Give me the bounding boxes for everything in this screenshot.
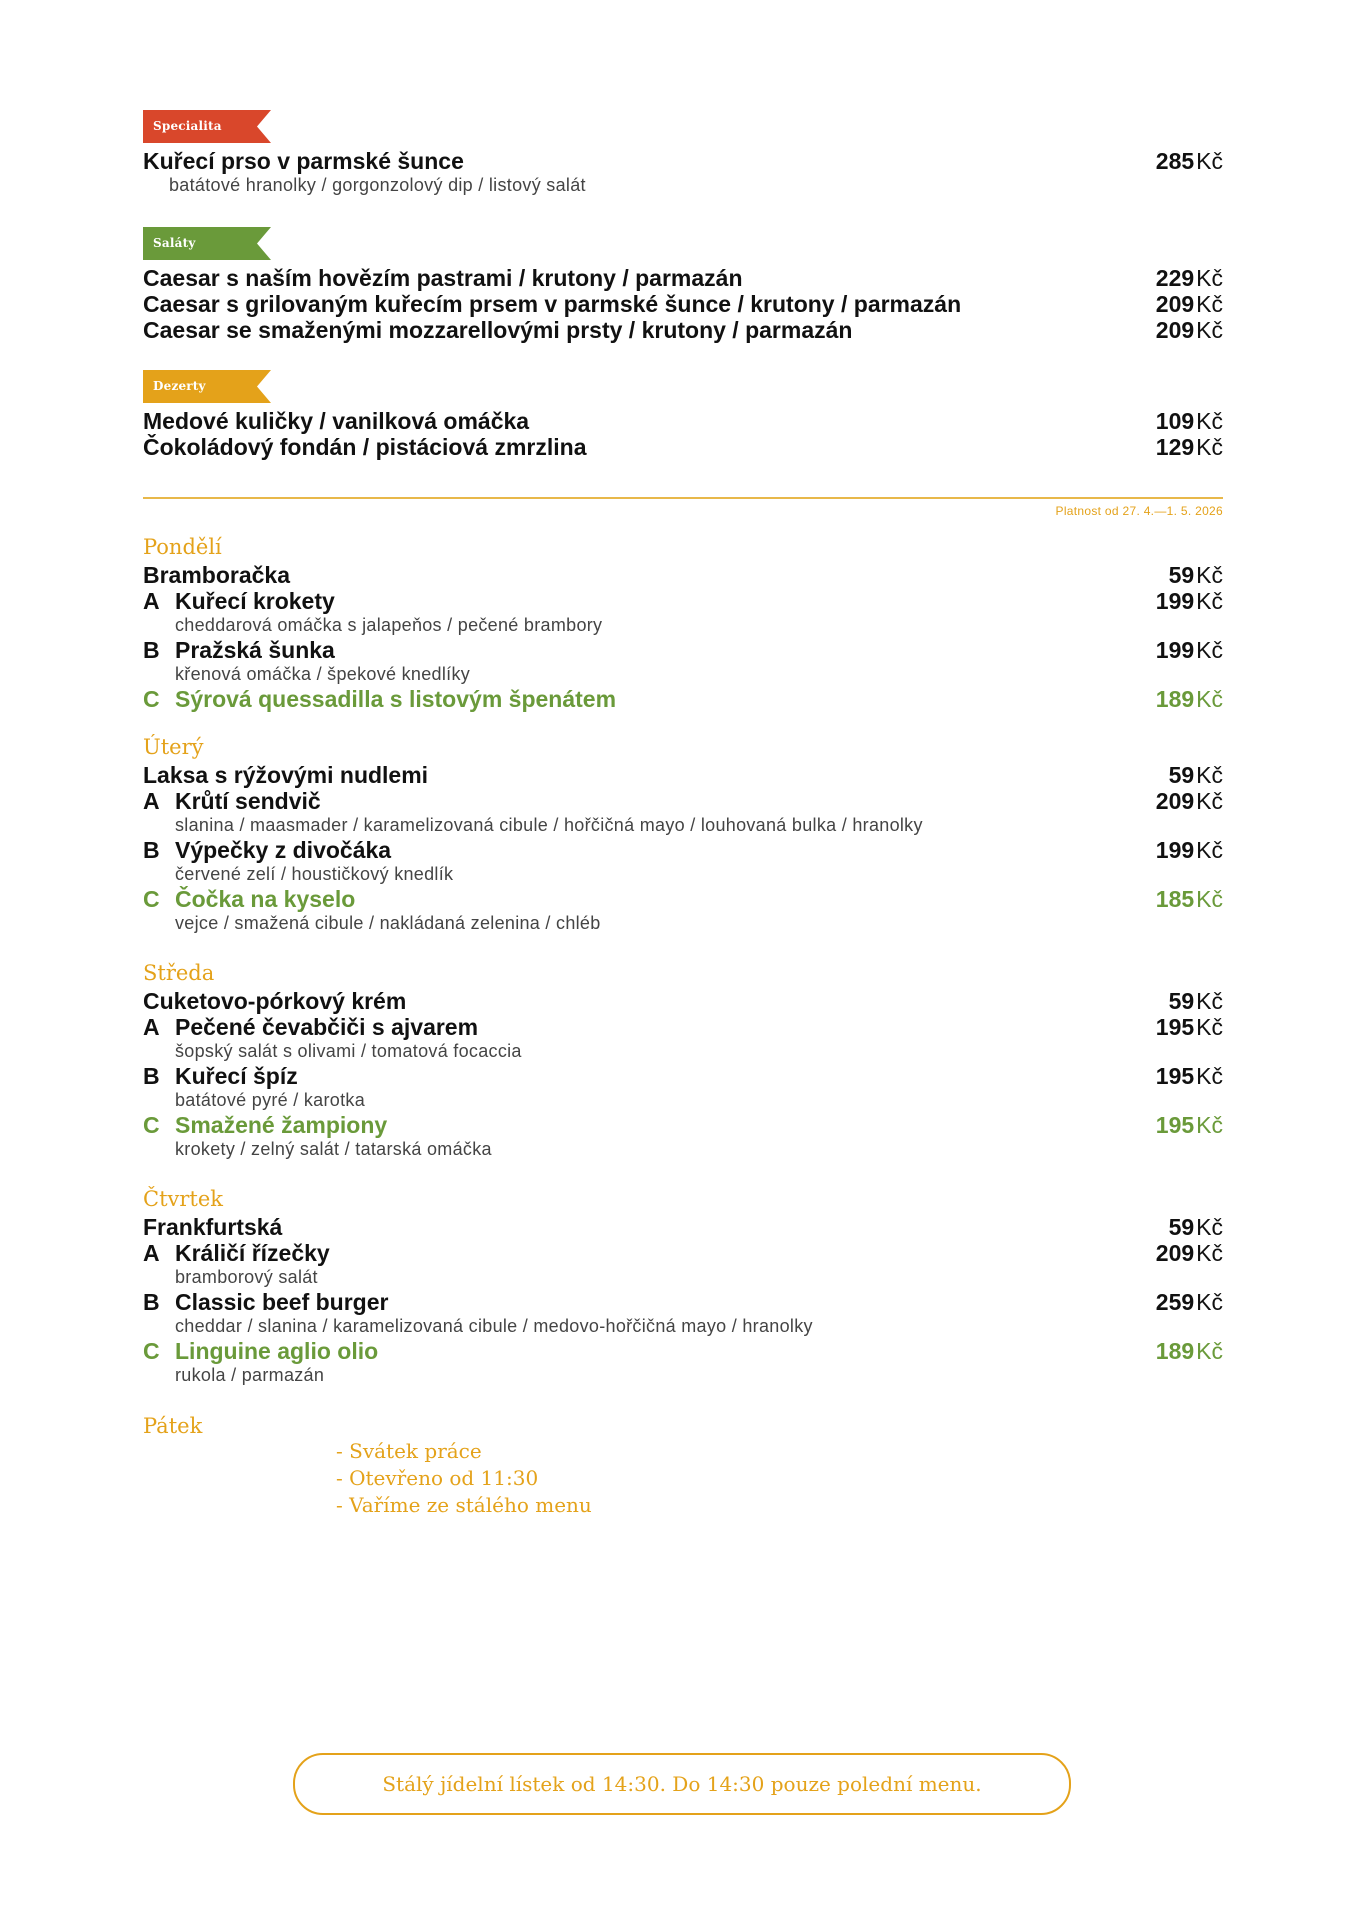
item-price: 129Kč (1155, 434, 1223, 460)
item-description: slanina / maasmader / karamelizovaná cibule / hořčičná mayo / louhovaná bulka / hranolky (175, 815, 923, 835)
item-price: 185Kč (1155, 886, 1223, 912)
menu-item (143, 1063, 1223, 1110)
item-price: 195Kč (1155, 1112, 1223, 1138)
item-price: 199Kč (1155, 588, 1223, 614)
menu-item (143, 1240, 1223, 1287)
item-name: B Kuřecí špíz (143, 1063, 298, 1089)
item-description: bramborový salát (175, 1267, 318, 1287)
menu-item (143, 788, 1223, 835)
day-heading: Úterý (143, 735, 204, 759)
item-price: 59Kč (1168, 562, 1223, 588)
item-description: křenová omáčka / špekové knedlíky (175, 664, 471, 684)
soup-item (143, 1214, 1223, 1240)
item-description: batátové pyré / karotka (175, 1090, 366, 1110)
category-ribbon-salaty (143, 227, 271, 260)
item-name: A Krůtí sendvič (143, 788, 321, 814)
category-label: Saláty (153, 236, 196, 250)
item-description: krokety / zelný salát / tatarská omáčka (175, 1139, 492, 1159)
friday-note: - Vaříme ze stálého menu (336, 1493, 592, 1517)
menu-item (143, 148, 1223, 195)
item-name: Frankfurtská (143, 1214, 283, 1240)
item-price: 59Kč (1168, 988, 1223, 1014)
item-price: 259Kč (1155, 1289, 1223, 1315)
item-price: 109Kč (1155, 408, 1223, 434)
item-name: Bramboračka (143, 562, 291, 588)
validity-note: Platnost od 27. 4.—1. 5. 2026 (1055, 504, 1223, 518)
menu-item (143, 837, 1223, 884)
soup-item (143, 762, 1223, 788)
day-heading: Pátek (143, 1414, 203, 1438)
item-name: Kuřecí prso v parmské šunce (143, 148, 464, 174)
item-name: Cuketovo-pórkový krém (143, 988, 407, 1014)
item-price: 199Kč (1155, 637, 1223, 663)
item-price: 209Kč (1155, 317, 1223, 343)
item-description: batátové hranolky / gorgonzolový dip / listový salát (169, 175, 586, 195)
day-heading: Pondělí (143, 535, 222, 559)
item-name: C Čočka na kyselo (143, 886, 356, 912)
menu-item (143, 588, 1223, 635)
item-description: rukola / parmazán (175, 1365, 325, 1385)
category-label: Specialita (153, 119, 222, 133)
menu-item (143, 291, 1223, 317)
item-description: šopský salát s olivami / tomatová focaccia (175, 1041, 522, 1061)
menu-item-vegetarian (143, 1338, 1223, 1385)
menu-item (143, 1014, 1223, 1061)
day-heading: Středa (143, 961, 215, 985)
footer-notice (293, 1753, 1071, 1815)
item-name: Medové kuličky / vanilková omáčka (143, 408, 530, 434)
item-name: C Linguine aglio olio (143, 1338, 379, 1364)
item-price: 285Kč (1155, 148, 1223, 174)
item-name: C Sýrová quessadilla s listovým špenátem (143, 686, 617, 712)
soup-item (143, 562, 1223, 588)
item-name: Laksa s rýžovými nudlemi (143, 762, 429, 788)
item-price: 195Kč (1155, 1014, 1223, 1040)
item-price: 59Kč (1168, 762, 1223, 788)
item-price: 189Kč (1155, 686, 1223, 712)
item-name: A Králičí řízečky (143, 1240, 330, 1266)
item-price: 59Kč (1168, 1214, 1223, 1240)
footer-text: Stálý jídelní lístek od 14:30. Do 14:30 pouze polední menu. (382, 1772, 982, 1796)
item-price: 195Kč (1155, 1063, 1223, 1089)
section-divider (143, 497, 1223, 499)
item-name: A Pečené čevabčiči s ajvarem (143, 1014, 479, 1040)
item-name: Caesar s naším hovězím pastrami / krutony / parmazán (143, 265, 743, 291)
friday-note: - Svátek práce (336, 1439, 482, 1463)
item-name: Čokoládový fondán / pistáciová zmrzlina (143, 434, 587, 460)
soup-item (143, 988, 1223, 1014)
menu-item (143, 434, 1223, 460)
item-description: vejce / smažená cibule / nakládaná zelenina / chléb (175, 913, 601, 933)
item-price: 229Kč (1155, 265, 1223, 291)
item-name: A Kuřecí krokety (143, 588, 335, 614)
item-price: 209Kč (1155, 788, 1223, 814)
category-ribbon-specialita (143, 110, 271, 143)
day-heading: Čtvrtek (143, 1187, 224, 1211)
menu-item (143, 265, 1223, 291)
category-ribbon-dezerty (143, 370, 271, 403)
item-description: cheddar / slanina / karamelizovaná cibule / medovo-hořčičná mayo / hranolky (175, 1316, 813, 1336)
menu-item (143, 637, 1223, 684)
item-price: 209Kč (1155, 1240, 1223, 1266)
item-name: B Výpečky z divočáka (143, 837, 392, 863)
friday-note: - Otevřeno od 11:30 (336, 1466, 539, 1490)
item-description: červené zelí / houstičkový knedlík (175, 864, 454, 884)
item-price: 189Kč (1155, 1338, 1223, 1364)
category-label: Dezerty (153, 379, 206, 393)
item-name: Caesar s grilovaným kuřecím prsem v parmské šunce / krutony / parmazán (143, 291, 962, 317)
menu-item (143, 317, 1223, 343)
menu-item-vegetarian (143, 1112, 1223, 1159)
item-name: Caesar se smaženými mozzarellovými prsty / krutony / parmazán (143, 317, 853, 343)
item-name: C Smažené žampiony (143, 1112, 388, 1138)
item-price: 199Kč (1155, 837, 1223, 863)
menu-item (143, 408, 1223, 434)
item-name: B Classic beef burger (143, 1289, 389, 1315)
menu-item (143, 1289, 1223, 1336)
menu-item-vegetarian (143, 686, 1223, 712)
item-name: B Pražská šunka (143, 637, 335, 663)
menu-item-vegetarian (143, 886, 1223, 933)
item-description: cheddarová omáčka s jalapeňos / pečené brambory (175, 615, 603, 635)
item-price: 209Kč (1155, 291, 1223, 317)
